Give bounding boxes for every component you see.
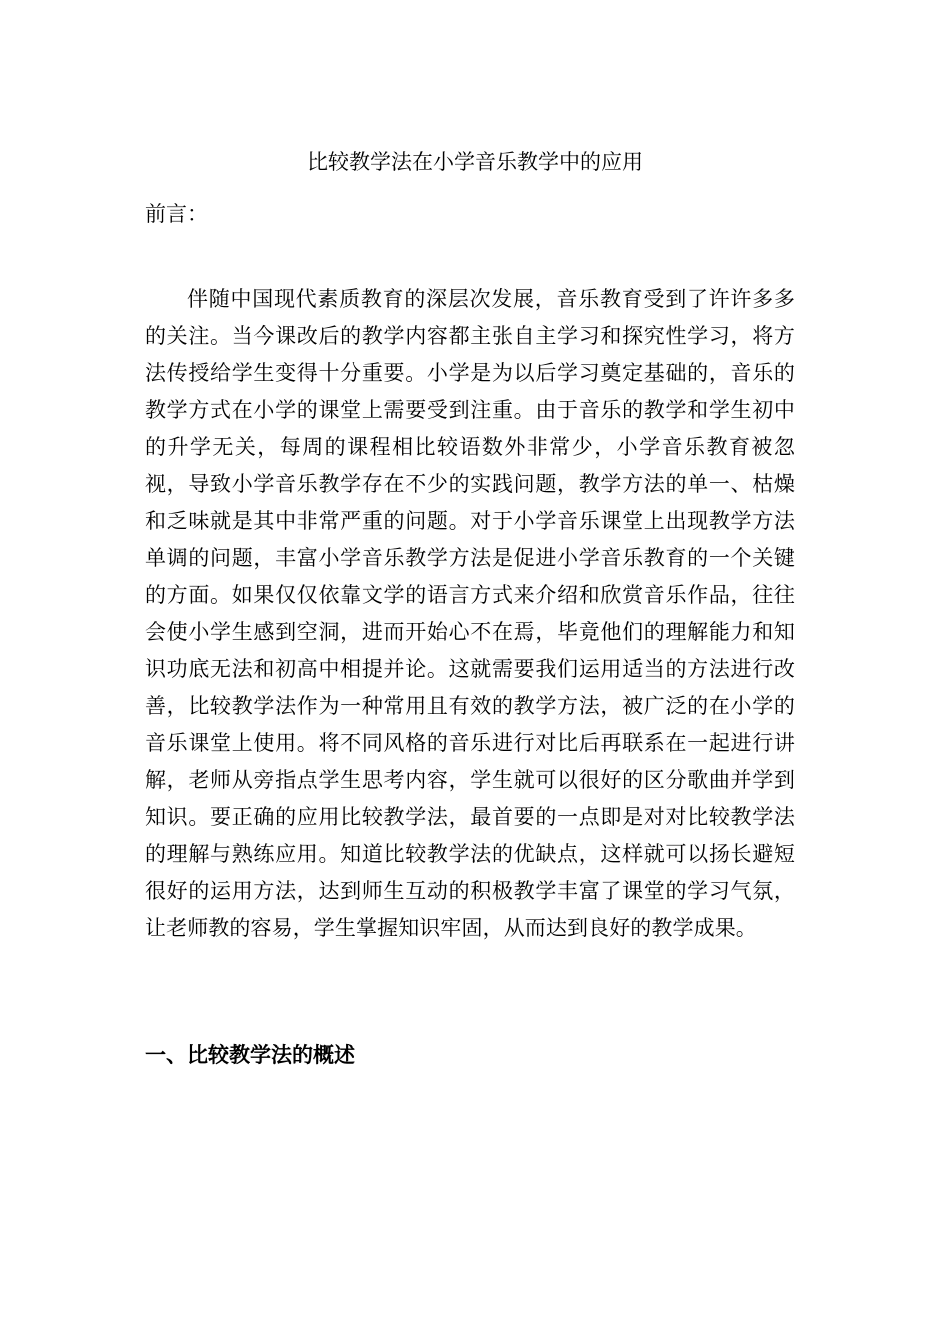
preface-label: 前言： xyxy=(145,202,208,226)
preface-paragraph: 伴随中国现代素质教育的深层次发展，音乐教育受到了许许多多的关注。当今课改后的教学内容都主张自主学习和探究性学习，将方法传授给学生变得十分重要。小学是为以后学习奠定基础的，音乐的教学方式在小学的课堂上需要受到注重。由于音乐的教学和学生初中的升学无关，每周的课程相比较语数外非常少，小学音乐教育被忽视，导致小学音乐教学存在不少的实践问题，教学方法的单一、枯燥和乏味就是其中非常严重的问题。对于小学音乐课堂上出现教学方法单调的问题，丰富小学音乐教学方法是促进小学音乐教育的一个关键的方面。如果仅仅依靠文学的语言方式来介绍和欣赏音乐作品，往往会使小学生感到空洞，进而开始心不在焉，毕竟他们的理解能力和知识功底无法和初高中相提并论。这就需要我们运用适当的方法进行改善，比较教学法作为一种常用且有效的教学方法，被广泛的在小学的音乐课堂上使用。将不同风格的音乐进行对比后再联系在一起进行讲解，老师从旁指点学生思考内容，学生就可以很好的区分歌曲并学到知识。要正确的应用比较教学法，最首要的一点即是对对比较教学法的理解与熟练应用。知道比较教学法的优缺点，这样就可以扬长避短很好的运用方法，达到师生互动的积极教学丰富了课堂的学习气氛，让老师教的容易，学生掌握知识牢固，从而达到良好的教学成果。 xyxy=(145,287,795,940)
section-heading-1: 一、比较教学法的概述 xyxy=(145,1042,355,1067)
document-title: 比较教学法在小学音乐教学中的应用 xyxy=(307,150,643,174)
